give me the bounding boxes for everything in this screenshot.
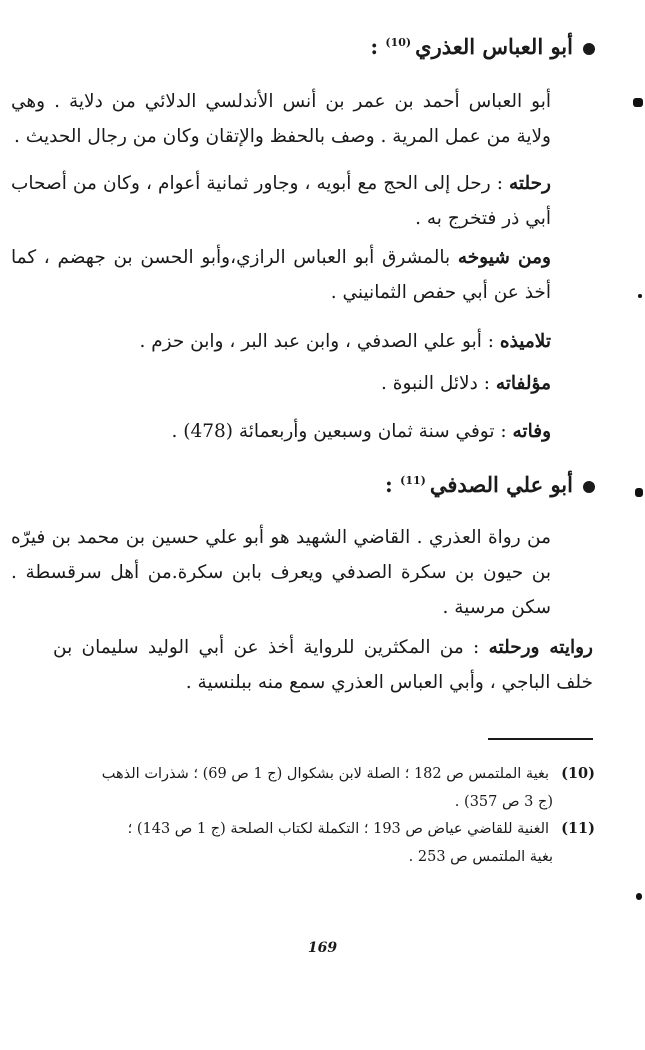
section-narration: روايته ورحلته : من المكثرين للرواية أخذ عن أبي الوليد سليمان بن خلف الباجي ، وأبي العباس العذري سمع منه ببلنسية . <box>53 637 593 693</box>
footnote-number: (11) <box>561 820 595 837</box>
footnote-continuation: بغية الملتمس ص 253 . <box>408 849 553 865</box>
section-label: تلاميذه <box>499 331 551 352</box>
scan-speck <box>636 893 642 900</box>
footnote-11 <box>49 815 595 871</box>
section-text: أبو علي الصدفي ، وابن عبد البر ، وابن حزم . <box>139 331 482 352</box>
footnote-ref: (10) <box>385 36 412 49</box>
section-text: من المكثرين للرواية أخذ عن أبي الوليد سليمان بن خلف الباجي ، وأبي العباس العذري سمع منه ببلنسية . <box>53 637 593 693</box>
section-text: رحل إلى الحج مع أبويه ، وجاور ثمانية أعوام ، وكان من أصحاب أبي ذر فتخرج به . <box>11 173 551 229</box>
footnote-10 <box>49 760 595 816</box>
section-label: رحلته <box>508 173 551 194</box>
entry-heading-11 <box>55 472 595 497</box>
entry-heading-10 <box>55 34 595 59</box>
footnote-text: الغنية للقاضي عياض ص 193 ؛ التكملة لكتاب الصلحة (ج 1 ص 143) ؛ <box>127 821 550 837</box>
section-travels: رحلته : رحل إلى الحج مع أبويه ، وجاور ثمانية أعوام ، وكان من أصحاب أبي ذر فتخرج به . <box>11 173 551 229</box>
heading-colon: : <box>370 34 379 59</box>
section-works: مؤلفاته : دلائل النبوة . <box>381 373 551 394</box>
entry-title: أبو العباس العذري <box>415 34 573 59</box>
footnote-continuation: (ج 3 ص 357) . <box>454 794 553 810</box>
section-text: دلائل النبوة . <box>381 373 478 394</box>
section-death: وفاته : توفي سنة ثمان وسبعين وأربعمائة (478) . <box>171 421 551 442</box>
scan-speck <box>635 488 643 497</box>
section-text: بالمشرق أبو العباس الرازي،وأبو الحسن بن جهضم ، كما أخذ عن أبي حفص الثمانيني . <box>11 247 551 303</box>
scan-speck <box>633 98 643 107</box>
footnote-divider <box>488 738 593 740</box>
bullet-icon <box>583 43 595 55</box>
footnote-number: (10) <box>561 765 595 782</box>
section-teachers <box>11 240 593 310</box>
section-label: مؤلفاته <box>495 373 551 394</box>
bullet-icon <box>583 481 595 493</box>
section-students: تلاميذه : أبو علي الصدفي ، وابن عبد البر ، وابن حزم . <box>139 331 551 352</box>
section-label: روايته ورحلته <box>488 637 593 658</box>
page-number: 169 <box>307 940 338 956</box>
entry-intro-10: أبو العباس أحمد بن عمر بن أنس الأندلسي الدلائي من دلاية . وهي ولاية من عمل المرية . وصف بالحفظ والإتقان وكان من رجال الحديث . <box>11 91 551 147</box>
section-label: ومن شيوخه <box>457 247 551 268</box>
entry-intro-11: من رواة العذري . القاضي الشهيد هو أبو علي حسين بن محمد بن فيرّه بن حيون بن سكرة الصدفي ويعرف بابن سكرة.من أهل سرقسطة . سكن مرسية . <box>11 527 551 618</box>
footnote-text: بغية الملتمس ص 182 ؛ الصلة لابن بشكوال (ج 1 ص 69) ؛ شذرات الذهب <box>101 766 550 782</box>
heading-colon: : <box>385 472 393 497</box>
scan-speck <box>638 294 642 298</box>
section-text: توفي سنة ثمان وسبعين وأربعمائة (478) . <box>171 421 495 442</box>
section-label: وفاته <box>512 421 551 442</box>
footnote-ref: (11) <box>400 474 426 487</box>
entry-title: أبو علي الصدفي <box>429 472 573 497</box>
